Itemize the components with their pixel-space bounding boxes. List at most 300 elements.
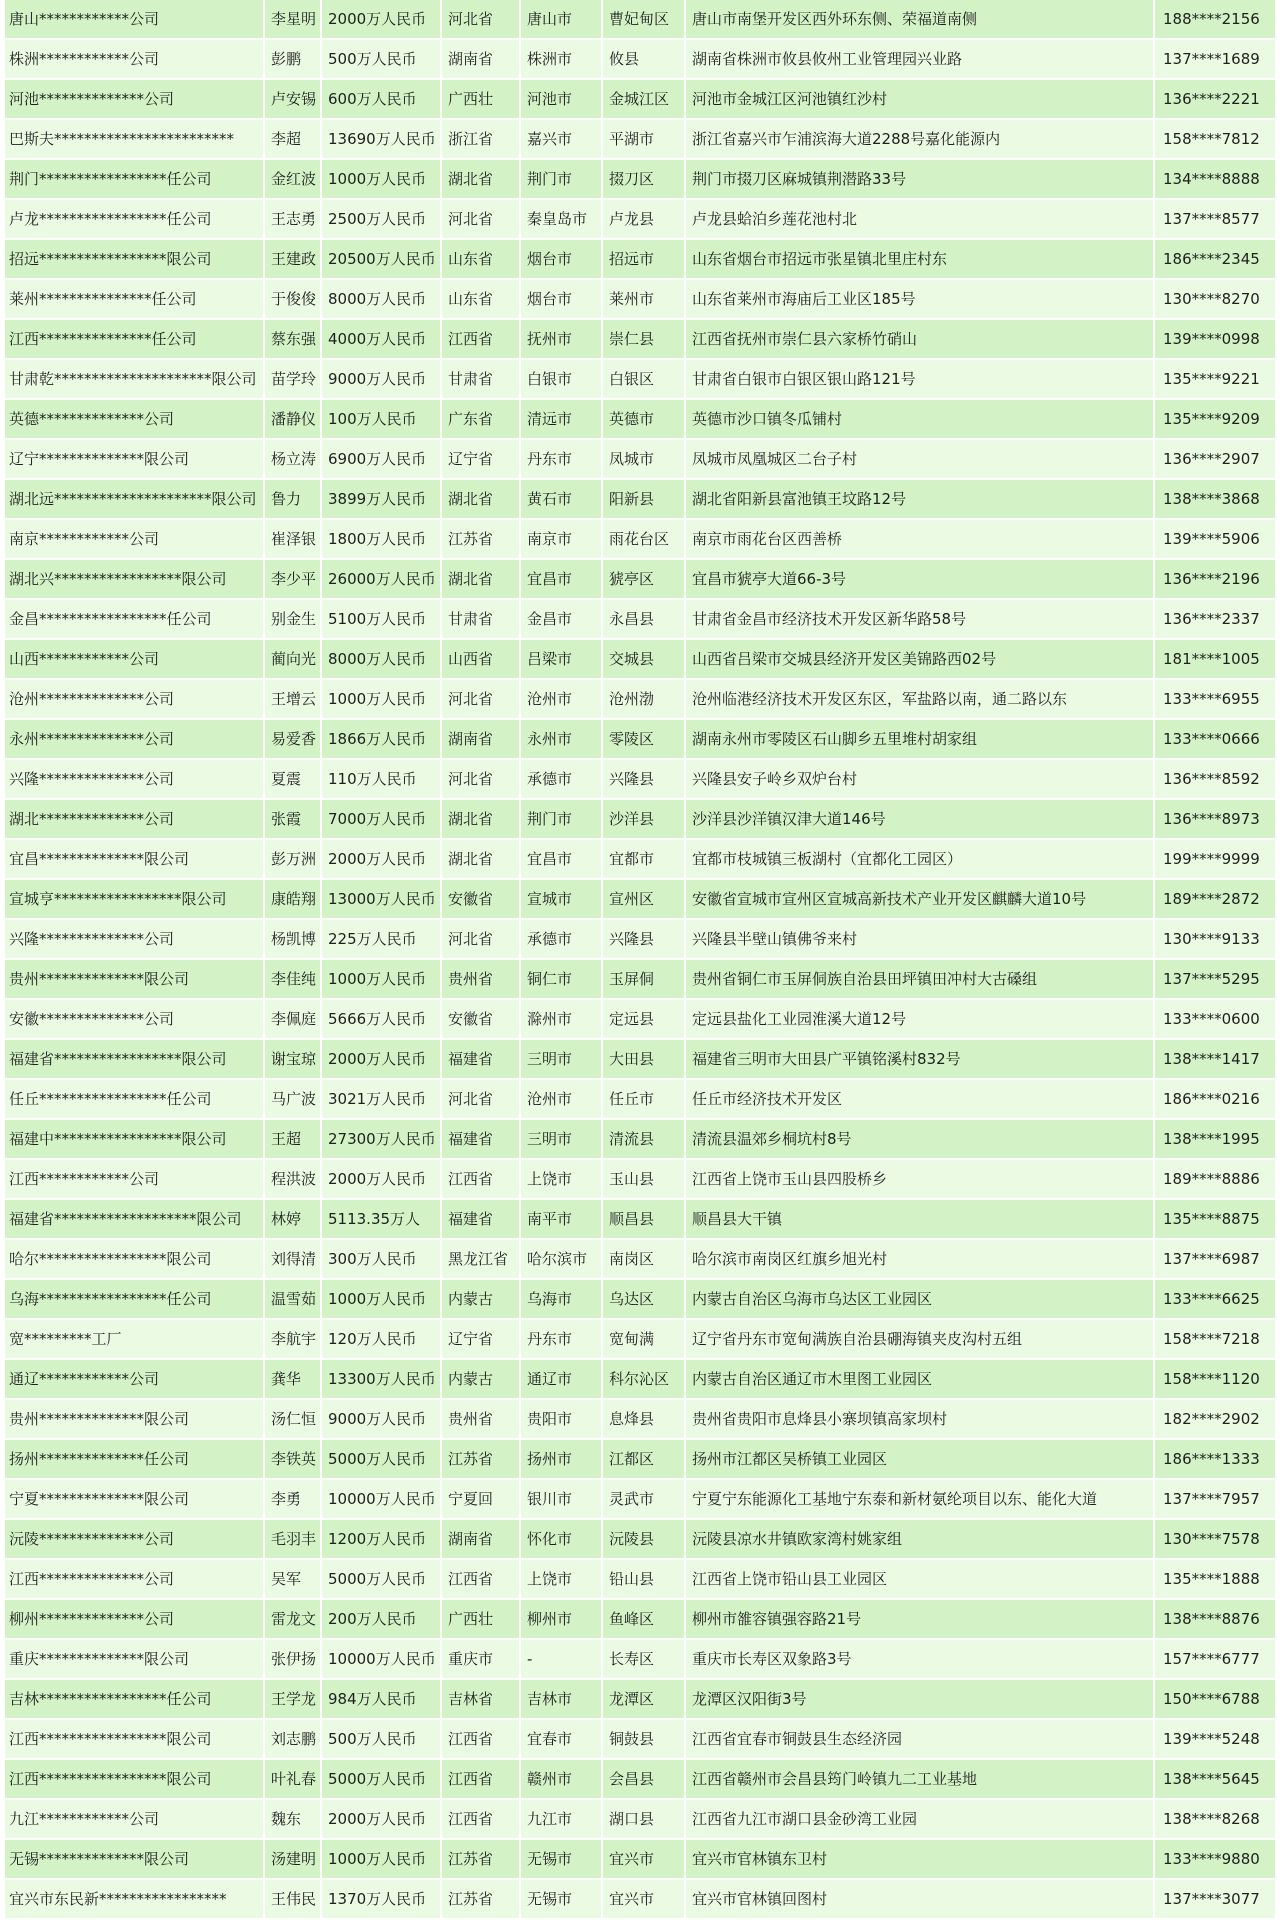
cell-province: 吉林省	[441, 1679, 520, 1719]
cell-city: 烟台市	[520, 239, 602, 279]
cell-province: 甘肃省	[441, 599, 520, 639]
cell-company-name: 株洲************公司	[5, 39, 264, 79]
cell-province: 河北省	[441, 759, 520, 799]
cell-city: 宜昌市	[520, 839, 602, 879]
cell-district: 湖口县	[602, 1799, 685, 1839]
cell-phone: 158****7812	[1154, 119, 1276, 159]
cell-phone: 137****5295	[1154, 959, 1276, 999]
cell-district: 交城县	[602, 639, 685, 679]
cell-phone: 158****1120	[1154, 1359, 1276, 1399]
cell-registered-capital: 1000万人民币	[321, 159, 441, 199]
cell-registered-capital: 110万人民币	[321, 759, 441, 799]
table-row	[5, 359, 1276, 399]
cell-phone: 135****8875	[1154, 1199, 1276, 1239]
cell-city: -	[520, 1639, 602, 1679]
table-row	[5, 1279, 1276, 1319]
cell-registered-capital: 2500万人民币	[321, 199, 441, 239]
cell-city: 银川市	[520, 1479, 602, 1519]
cell-city: 宜昌市	[520, 559, 602, 599]
cell-address: 荆门市掇刀区麻城镇荆潜路33号	[685, 159, 1154, 199]
cell-district: 清流县	[602, 1119, 685, 1159]
cell-province: 辽宁省	[441, 439, 520, 479]
cell-city: 通辽市	[520, 1359, 602, 1399]
table-row	[5, 1239, 1276, 1279]
cell-legal-person: 夏震	[264, 759, 321, 799]
cell-district: 卢龙县	[602, 199, 685, 239]
cell-company-name: 贵州**************限公司	[5, 959, 264, 999]
company-table-sheet	[5, 0, 1276, 1920]
cell-company-name: 任丘*****************任公司	[5, 1079, 264, 1119]
table-row	[5, 399, 1276, 439]
table-row	[5, 119, 1276, 159]
cell-registered-capital: 5000万人民币	[321, 1439, 441, 1479]
cell-phone: 139****5906	[1154, 519, 1276, 559]
cell-legal-person: 李超	[264, 119, 321, 159]
cell-address: 卢龙县蛤泊乡莲花池村北	[685, 199, 1154, 239]
cell-company-name: 通辽************公司	[5, 1359, 264, 1399]
cell-company-name: 江西**************公司	[5, 1559, 264, 1599]
cell-company-name: 福建省*******************限公司	[5, 1199, 264, 1239]
cell-province: 江西省	[441, 1799, 520, 1839]
table-row	[5, 1879, 1276, 1919]
table-row	[5, 1159, 1276, 1199]
table-row	[5, 1639, 1276, 1679]
cell-company-name: 卢龙*****************任公司	[5, 199, 264, 239]
cell-legal-person: 杨立涛	[264, 439, 321, 479]
cell-district: 曹妃甸区	[602, 0, 685, 39]
cell-registered-capital: 1000万人民币	[321, 1839, 441, 1879]
cell-legal-person: 张霞	[264, 799, 321, 839]
cell-registered-capital: 120万人民币	[321, 1319, 441, 1359]
table-row	[5, 239, 1276, 279]
table-row	[5, 159, 1276, 199]
cell-phone: 181****1005	[1154, 639, 1276, 679]
cell-address: 浙江省嘉兴市乍浦滨海大道2288号嘉化能源内	[685, 119, 1154, 159]
cell-legal-person: 毛羽丰	[264, 1519, 321, 1559]
cell-legal-person: 李少平	[264, 559, 321, 599]
cell-city: 宜春市	[520, 1719, 602, 1759]
cell-registered-capital: 1000万人民币	[321, 679, 441, 719]
cell-address: 山东省烟台市招远市张星镇北里庄村东	[685, 239, 1154, 279]
cell-legal-person: 温雪茹	[264, 1279, 321, 1319]
cell-legal-person: 王伟民	[264, 1879, 321, 1919]
cell-address: 湖北省阳新县富池镇王坟路12号	[685, 479, 1154, 519]
cell-phone: 157****6777	[1154, 1639, 1276, 1679]
cell-city: 唐山市	[520, 0, 602, 39]
cell-legal-person: 王学龙	[264, 1679, 321, 1719]
cell-city: 黄石市	[520, 479, 602, 519]
cell-city: 滁州市	[520, 999, 602, 1039]
cell-province: 福建省	[441, 1199, 520, 1239]
cell-province: 湖南省	[441, 1519, 520, 1559]
cell-legal-person: 王志勇	[264, 199, 321, 239]
cell-legal-person: 卢安锡	[264, 79, 321, 119]
table-row	[5, 199, 1276, 239]
cell-company-name: 无锡**************限公司	[5, 1839, 264, 1879]
cell-legal-person: 金红波	[264, 159, 321, 199]
cell-address: 宜兴市官林镇东卫村	[685, 1839, 1154, 1879]
cell-registered-capital: 3899万人民币	[321, 479, 441, 519]
cell-province: 重庆市	[441, 1639, 520, 1679]
cell-company-name: 沧州**************公司	[5, 679, 264, 719]
table-row	[5, 279, 1276, 319]
cell-phone: 158****7218	[1154, 1319, 1276, 1359]
cell-registered-capital: 2000万人民币	[321, 1799, 441, 1839]
cell-company-name: 辽宁**************限公司	[5, 439, 264, 479]
cell-phone: 150****6788	[1154, 1679, 1276, 1719]
cell-phone: 136****8592	[1154, 759, 1276, 799]
cell-province: 山东省	[441, 279, 520, 319]
cell-company-name: 哈尔*****************限公司	[5, 1239, 264, 1279]
cell-company-name: 金昌*****************任公司	[5, 599, 264, 639]
cell-company-name: 江西************公司	[5, 1159, 264, 1199]
cell-address: 凤城市凤凰城区二台子村	[685, 439, 1154, 479]
cell-address: 哈尔滨市南岗区红旗乡旭光村	[685, 1239, 1154, 1279]
cell-address: 扬州市江都区吴桥镇工业园区	[685, 1439, 1154, 1479]
cell-registered-capital: 9000万人民币	[321, 1399, 441, 1439]
cell-district: 任丘市	[602, 1079, 685, 1119]
cell-city: 宣城市	[520, 879, 602, 919]
cell-city: 无锡市	[520, 1839, 602, 1879]
cell-district: 掇刀区	[602, 159, 685, 199]
cell-address: 江西省抚州市崇仁县六家桥竹硝山	[685, 319, 1154, 359]
cell-registered-capital: 5000万人民币	[321, 1559, 441, 1599]
cell-province: 江西省	[441, 1159, 520, 1199]
cell-city: 白银市	[520, 359, 602, 399]
cell-province: 山东省	[441, 239, 520, 279]
cell-district: 崇仁县	[602, 319, 685, 359]
cell-address: 山西省吕梁市交城县经济开发区美锦路西02号	[685, 639, 1154, 679]
cell-legal-person: 李勇	[264, 1479, 321, 1519]
cell-address: 兴隆县半壁山镇佛爷来村	[685, 919, 1154, 959]
cell-address: 宜昌市猇亭大道66-3号	[685, 559, 1154, 599]
cell-phone: 136****8973	[1154, 799, 1276, 839]
table-row	[5, 1319, 1276, 1359]
table-row	[5, 759, 1276, 799]
cell-province: 广西壮	[441, 79, 520, 119]
cell-province: 内蒙古	[441, 1359, 520, 1399]
cell-phone: 139****5248	[1154, 1719, 1276, 1759]
cell-company-name: 贵州**************限公司	[5, 1399, 264, 1439]
cell-district: 玉屏侗	[602, 959, 685, 999]
table-row	[5, 599, 1276, 639]
cell-province: 宁夏回	[441, 1479, 520, 1519]
cell-phone: 130****9133	[1154, 919, 1276, 959]
cell-phone: 186****0216	[1154, 1079, 1276, 1119]
cell-registered-capital: 9000万人民币	[321, 359, 441, 399]
table-row	[5, 639, 1276, 679]
cell-company-name: 福建中*****************限公司	[5, 1119, 264, 1159]
cell-city: 承德市	[520, 919, 602, 959]
cell-company-name: 湖北兴*****************限公司	[5, 559, 264, 599]
cell-province: 湖北省	[441, 839, 520, 879]
cell-phone: 137****3077	[1154, 1879, 1276, 1919]
cell-district: 沅陵县	[602, 1519, 685, 1559]
table-row	[5, 879, 1276, 919]
cell-city: 河池市	[520, 79, 602, 119]
cell-legal-person: 魏东	[264, 1799, 321, 1839]
cell-province: 安徽省	[441, 999, 520, 1039]
cell-legal-person: 李铁英	[264, 1439, 321, 1479]
cell-legal-person: 蔺向光	[264, 639, 321, 679]
cell-province: 河北省	[441, 919, 520, 959]
cell-phone: 133****0600	[1154, 999, 1276, 1039]
cell-company-name: 唐山************公司	[5, 0, 264, 39]
cell-district: 铜鼓县	[602, 1719, 685, 1759]
cell-province: 广东省	[441, 399, 520, 439]
cell-province: 河北省	[441, 679, 520, 719]
cell-address: 内蒙古自治区乌海市乌达区工业园区	[685, 1279, 1154, 1319]
cell-city: 扬州市	[520, 1439, 602, 1479]
cell-phone: 182****2902	[1154, 1399, 1276, 1439]
table-row	[5, 39, 1276, 79]
cell-registered-capital: 300万人民币	[321, 1239, 441, 1279]
cell-address: 顺昌县大干镇	[685, 1199, 1154, 1239]
cell-address: 重庆市长寿区双象路3号	[685, 1639, 1154, 1679]
cell-district: 凤城市	[602, 439, 685, 479]
table-body	[5, 0, 1276, 1919]
table-row	[5, 79, 1276, 119]
table-row	[5, 1199, 1276, 1239]
cell-province: 江苏省	[441, 519, 520, 559]
cell-province: 辽宁省	[441, 1319, 520, 1359]
cell-phone: 137****6987	[1154, 1239, 1276, 1279]
cell-legal-person: 李星明	[264, 0, 321, 39]
cell-city: 永州市	[520, 719, 602, 759]
cell-address: 福建省三明市大田县广平镇铭溪村832号	[685, 1039, 1154, 1079]
cell-legal-person: 龚华	[264, 1359, 321, 1399]
cell-province: 广西壮	[441, 1599, 520, 1639]
table-row	[5, 0, 1276, 39]
cell-district: 长寿区	[602, 1639, 685, 1679]
cell-address: 龙潭区汉阳街3号	[685, 1679, 1154, 1719]
cell-legal-person: 王增云	[264, 679, 321, 719]
cell-phone: 136****2337	[1154, 599, 1276, 639]
cell-legal-person: 鲁力	[264, 479, 321, 519]
table-row	[5, 1559, 1276, 1599]
cell-company-name: 甘肃乾*********************限公司	[5, 359, 264, 399]
cell-phone: 137****7957	[1154, 1479, 1276, 1519]
cell-company-name: 英德**************公司	[5, 399, 264, 439]
cell-phone: 188****2156	[1154, 0, 1276, 39]
cell-registered-capital: 2000万人民币	[321, 1159, 441, 1199]
cell-district: 沙洋县	[602, 799, 685, 839]
cell-phone: 199****9999	[1154, 839, 1276, 879]
cell-city: 清远市	[520, 399, 602, 439]
cell-address: 湖南省株洲市攸县攸州工业管理园兴业路	[685, 39, 1154, 79]
cell-phone: 186****2345	[1154, 239, 1276, 279]
cell-district: 江都区	[602, 1439, 685, 1479]
table-row	[5, 519, 1276, 559]
table-row	[5, 1079, 1276, 1119]
cell-province: 山西省	[441, 639, 520, 679]
cell-address: 贵州省铜仁市玉屏侗族自治县田坪镇田冲村大古磉组	[685, 959, 1154, 999]
cell-legal-person: 潘静仪	[264, 399, 321, 439]
cell-company-name: 江西*****************限公司	[5, 1759, 264, 1799]
cell-province: 湖南省	[441, 39, 520, 79]
cell-city: 上饶市	[520, 1159, 602, 1199]
cell-city: 哈尔滨市	[520, 1239, 602, 1279]
cell-city: 南京市	[520, 519, 602, 559]
cell-company-name: 安徽**************公司	[5, 999, 264, 1039]
cell-company-name: 宽*********工厂	[5, 1319, 264, 1359]
cell-address: 贵州省贵阳市息烽县小寨坝镇高家坝村	[685, 1399, 1154, 1439]
cell-phone: 138****8876	[1154, 1599, 1276, 1639]
cell-city: 株洲市	[520, 39, 602, 79]
cell-city: 南平市	[520, 1199, 602, 1239]
cell-address: 任丘市经济技术开发区	[685, 1079, 1154, 1119]
cell-phone: 133****6625	[1154, 1279, 1276, 1319]
cell-province: 安徽省	[441, 879, 520, 919]
cell-legal-person: 李航宇	[264, 1319, 321, 1359]
cell-city: 铜仁市	[520, 959, 602, 999]
cell-city: 沧州市	[520, 1079, 602, 1119]
cell-registered-capital: 8000万人民币	[321, 639, 441, 679]
cell-province: 湖北省	[441, 799, 520, 839]
table-row	[5, 1039, 1276, 1079]
cell-legal-person: 李佩庭	[264, 999, 321, 1039]
cell-address: 江西省上饶市玉山县四股桥乡	[685, 1159, 1154, 1199]
cell-province: 贵州省	[441, 959, 520, 999]
cell-legal-person: 张伊扬	[264, 1639, 321, 1679]
cell-address: 沧州临港经济技术开发区东区，军盐路以南，通二路以东	[685, 679, 1154, 719]
cell-address: 英德市沙口镇冬瓜铺村	[685, 399, 1154, 439]
table-row	[5, 559, 1276, 599]
company-table	[5, 0, 1277, 1920]
cell-company-name: 福建省*****************限公司	[5, 1039, 264, 1079]
cell-district: 兴隆县	[602, 759, 685, 799]
cell-province: 黑龙江省	[441, 1239, 520, 1279]
cell-registered-capital: 225万人民币	[321, 919, 441, 959]
cell-legal-person: 汤仁恒	[264, 1399, 321, 1439]
cell-district: 招远市	[602, 239, 685, 279]
cell-city: 吕梁市	[520, 639, 602, 679]
cell-phone: 138****1417	[1154, 1039, 1276, 1079]
cell-province: 福建省	[441, 1039, 520, 1079]
cell-legal-person: 易爱香	[264, 719, 321, 759]
cell-city: 九江市	[520, 1799, 602, 1839]
table-row	[5, 1359, 1276, 1399]
cell-legal-person: 刘志鹏	[264, 1719, 321, 1759]
cell-city: 荆门市	[520, 799, 602, 839]
cell-address: 清流县温郊乡桐坑村8号	[685, 1119, 1154, 1159]
cell-registered-capital: 984万人民币	[321, 1679, 441, 1719]
cell-district: 金城江区	[602, 79, 685, 119]
cell-company-name: 河池**************公司	[5, 79, 264, 119]
cell-phone: 136****2907	[1154, 439, 1276, 479]
table-row	[5, 1399, 1276, 1439]
cell-registered-capital: 5113.35万人	[321, 1199, 441, 1239]
table-row	[5, 1599, 1276, 1639]
cell-city: 三明市	[520, 1119, 602, 1159]
cell-registered-capital: 1866万人民币	[321, 719, 441, 759]
cell-registered-capital: 27300万人民币	[321, 1119, 441, 1159]
cell-legal-person: 别金生	[264, 599, 321, 639]
cell-city: 吉林市	[520, 1679, 602, 1719]
cell-company-name: 宜昌**************限公司	[5, 839, 264, 879]
cell-registered-capital: 2000万人民币	[321, 0, 441, 39]
cell-legal-person: 彭万洲	[264, 839, 321, 879]
cell-phone: 139****0998	[1154, 319, 1276, 359]
cell-district: 阳新县	[602, 479, 685, 519]
cell-registered-capital: 5100万人民币	[321, 599, 441, 639]
cell-district: 沧州渤	[602, 679, 685, 719]
cell-district: 科尔沁区	[602, 1359, 685, 1399]
cell-address: 江西省赣州市会昌县筠门岭镇九二工业基地	[685, 1759, 1154, 1799]
table-row	[5, 959, 1276, 999]
cell-company-name: 南京************公司	[5, 519, 264, 559]
cell-city: 沧州市	[520, 679, 602, 719]
cell-company-name: 兴隆**************公司	[5, 919, 264, 959]
cell-province: 河北省	[441, 199, 520, 239]
cell-registered-capital: 200万人民币	[321, 1599, 441, 1639]
cell-province: 江西省	[441, 319, 520, 359]
cell-city: 承德市	[520, 759, 602, 799]
cell-address: 内蒙古自治区通辽市木里图工业园区	[685, 1359, 1154, 1399]
cell-company-name: 乌海*****************任公司	[5, 1279, 264, 1319]
cell-province: 湖北省	[441, 159, 520, 199]
cell-legal-person: 杨凯博	[264, 919, 321, 959]
cell-legal-person: 吴军	[264, 1559, 321, 1599]
cell-city: 赣州市	[520, 1759, 602, 1799]
cell-district: 雨花台区	[602, 519, 685, 559]
table-row	[5, 319, 1276, 359]
cell-registered-capital: 10000万人民币	[321, 1639, 441, 1679]
cell-city: 上饶市	[520, 1559, 602, 1599]
cell-city: 丹东市	[520, 1319, 602, 1359]
cell-phone: 133****6955	[1154, 679, 1276, 719]
cell-legal-person: 苗学玲	[264, 359, 321, 399]
cell-city: 贵阳市	[520, 1399, 602, 1439]
cell-province: 河北省	[441, 1079, 520, 1119]
cell-district: 定远县	[602, 999, 685, 1039]
cell-city: 乌海市	[520, 1279, 602, 1319]
table-row	[5, 679, 1276, 719]
cell-province: 江西省	[441, 1559, 520, 1599]
cell-address: 江西省宜春市铜鼓县生态经济园	[685, 1719, 1154, 1759]
cell-address: 辽宁省丹东市宽甸满族自治县硼海镇夹皮沟村五组	[685, 1319, 1154, 1359]
table-row	[5, 1719, 1276, 1759]
cell-registered-capital: 1000万人民币	[321, 1279, 441, 1319]
cell-registered-capital: 500万人民币	[321, 1719, 441, 1759]
cell-district: 宣州区	[602, 879, 685, 919]
cell-registered-capital: 10000万人民币	[321, 1479, 441, 1519]
cell-phone: 189****2872	[1154, 879, 1276, 919]
cell-phone: 135****1888	[1154, 1559, 1276, 1599]
cell-legal-person: 康皓翔	[264, 879, 321, 919]
cell-district: 宜兴市	[602, 1879, 685, 1919]
cell-address: 江西省九江市湖口县金砂湾工业园	[685, 1799, 1154, 1839]
cell-address: 柳州市雒容镇强容路21号	[685, 1599, 1154, 1639]
table-row	[5, 999, 1276, 1039]
cell-company-name: 扬州**************任公司	[5, 1439, 264, 1479]
cell-province: 江西省	[441, 1719, 520, 1759]
cell-address: 沙洋县沙洋镇汉津大道146号	[685, 799, 1154, 839]
table-row	[5, 1119, 1276, 1159]
cell-city: 丹东市	[520, 439, 602, 479]
cell-company-name: 沅陵**************公司	[5, 1519, 264, 1559]
cell-district: 莱州市	[602, 279, 685, 319]
cell-province: 江苏省	[441, 1879, 520, 1919]
cell-province: 江西省	[441, 1759, 520, 1799]
cell-phone: 135****9221	[1154, 359, 1276, 399]
cell-district: 会昌县	[602, 1759, 685, 1799]
cell-registered-capital: 600万人民币	[321, 79, 441, 119]
cell-legal-person: 林婷	[264, 1199, 321, 1239]
cell-city: 柳州市	[520, 1599, 602, 1639]
cell-address: 宜都市枝城镇三板湖村（宜都化工园区）	[685, 839, 1154, 879]
cell-company-name: 吉林*****************任公司	[5, 1679, 264, 1719]
